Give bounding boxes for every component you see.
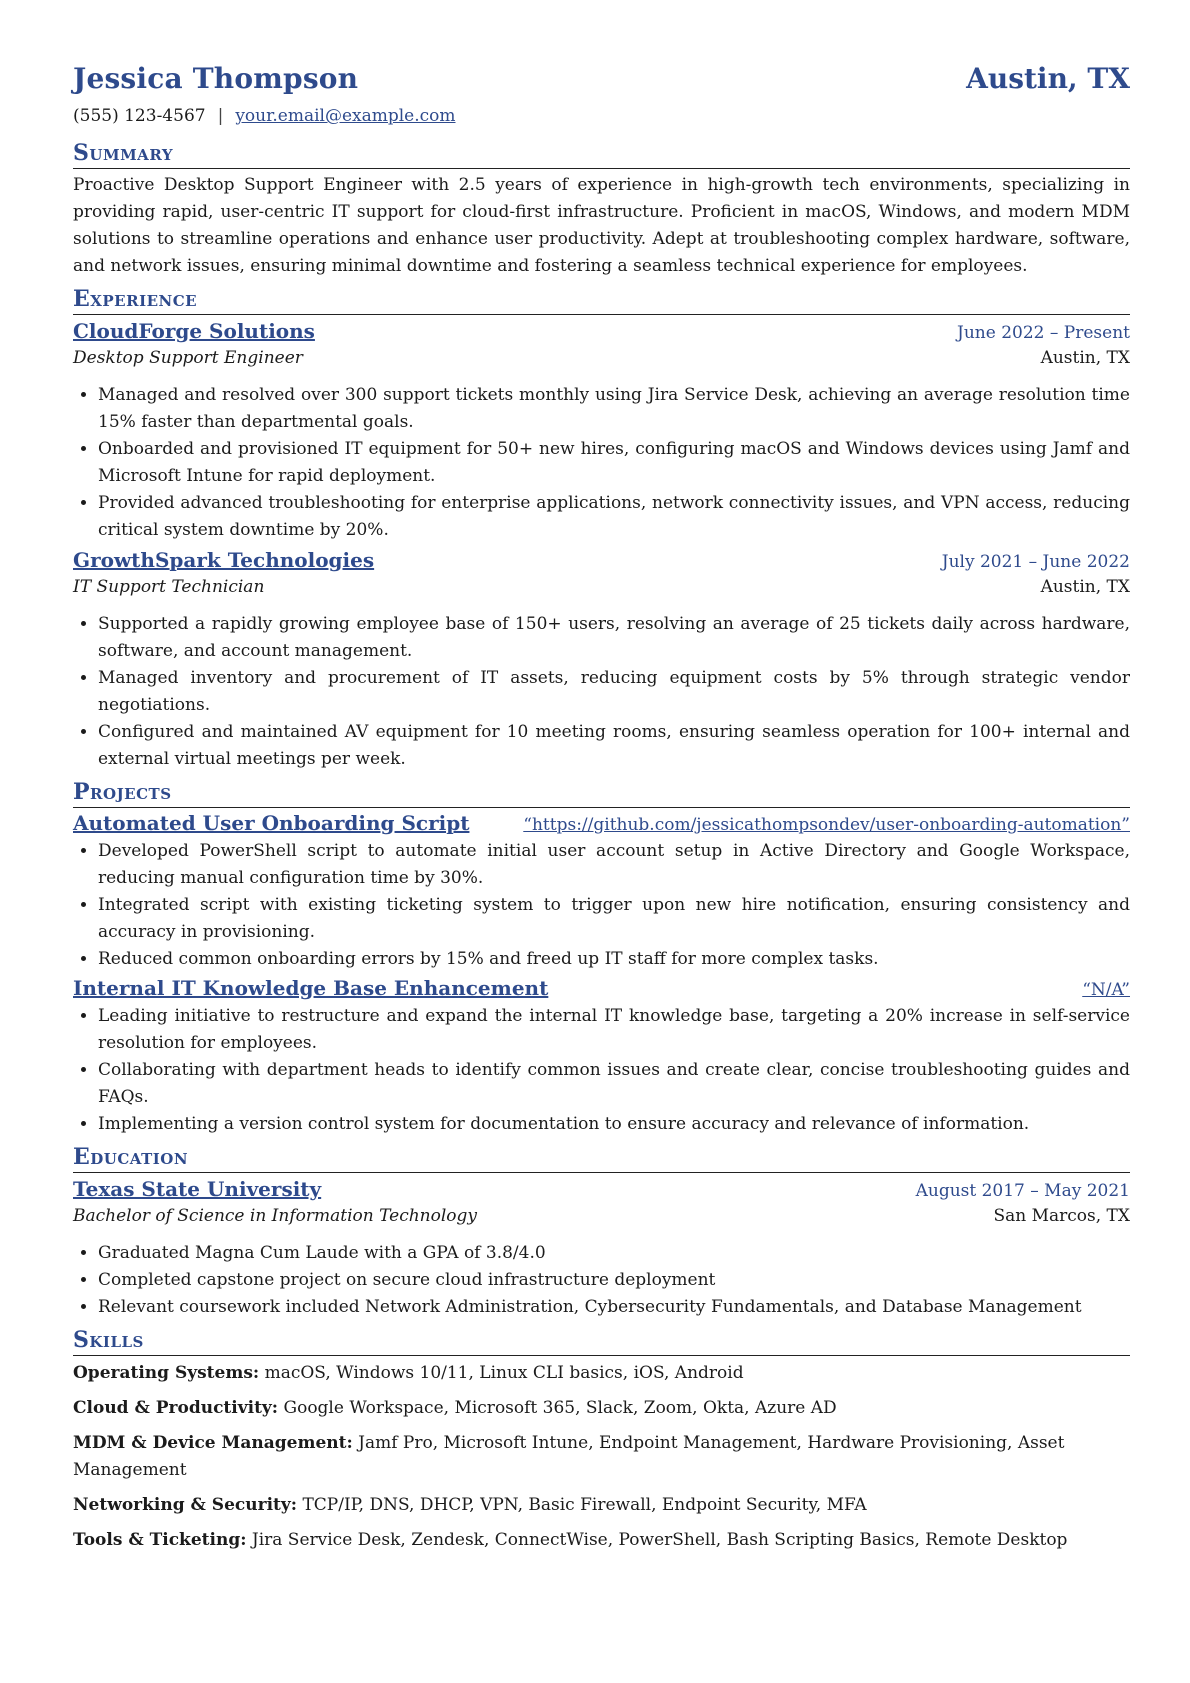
job-role: IT Support Technician [73,577,265,597]
resume-header [73,62,1130,104]
skill-label: Cloud & Productivity: [73,1398,279,1418]
section-title-summary: Summary [73,140,1130,169]
list-item: • Configured and maintained AV equipment for 10 meeting rooms, ensuring seamless operation for 100+ internal and external virtual meetings per week. [98,719,1130,773]
education-header [73,1177,1130,1206]
project-title-link[interactable]: Automated User Onboarding Script [73,811,470,835]
summary-text: Proactive Desktop Support Engineer with 2.5 years of experience in high-growth tech environments, specializing in providing rapid, user-centric IT support for cloud-first infrastructure. Proficient in macOS, Windows, and modern MDM solutions to streamline operations and enhance user productivity. Adept at troubleshooting complex hardware, software, and network issues, ensuring minimal downtime and fostering a seamless technical experience for employees. [73,175,1130,276]
job-location: Austin, TX [1040,348,1130,368]
skill-label: Tools & Ticketing: [73,1530,247,1550]
project-header [73,976,1130,1003]
job-subheader [73,577,1130,607]
list-item: • Completed capstone project on secure cloud infrastructure deployment [98,1267,1130,1294]
skill-value: Jira Service Desk, Zendesk, ConnectWise, PowerShell, Bash Scripting Basics, Remote Desktop [251,1530,1068,1550]
job-header [73,319,1130,348]
list-item: • Relevant coursework included Network Administration, Cybersecurity Fundamentals, and Database Management [98,1294,1130,1321]
job-dates: June 2022 – Present [957,323,1130,343]
skill-value: Google Workspace, Microsoft 365, Slack, Zoom, Okta, Azure AD [283,1398,837,1418]
education-subheader [73,1206,1130,1236]
job-role: Desktop Support Engineer [73,348,303,368]
education-dates: August 2017 – May 2021 [915,1181,1130,1201]
skill-row [73,1395,1130,1422]
section-title-projects: Projects [73,779,1130,808]
candidate-location: Austin, TX [966,62,1130,95]
skill-value: Jamf Pro, Microsoft Intune, Endpoint Management, Hardware Provisioning, Asset Management [73,1433,1065,1480]
list-item: • Integrated script with existing ticketing system to trigger upon new hire notification, ensuring consistency and accuracy in provisioning. [98,892,1130,946]
job-location: Austin, TX [1040,577,1130,597]
degree: Bachelor of Science in Information Technology [73,1206,477,1226]
job-entry [73,319,1130,544]
project-entry [73,976,1130,1138]
list-item: • Onboarded and provisioned IT equipment for 50+ new hires, configuring macOS and Windows devices using Jamf and Microsoft Intune for rapid deployment. [98,436,1130,490]
list-item: • Reduced common onboarding errors by 15% and freed up IT staff for more complex tasks. [98,946,1130,973]
phone-number: (555) 123-4567 [73,106,206,126]
candidate-name: Jessica Thompson [73,62,359,95]
job-subheader [73,348,1130,378]
skill-value: macOS, Windows 10/11, Linux CLI basics, iOS, Android [264,1363,744,1383]
project-url-link[interactable]: “N/A” [1082,980,1130,1000]
education-location: San Marcos, TX [993,1206,1130,1226]
job-bullets [73,611,1130,773]
contact-line [73,106,1130,134]
list-item: • Managed inventory and procurement of IT assets, reducing equipment costs by 5% through strategic vendor negotiations. [98,665,1130,719]
list-item: • Supported a rapidly growing employee base of 150+ users, resolving an average of 25 tickets daily across hardware, software, and account management. [98,611,1130,665]
skill-label: MDM & Device Management: [73,1433,353,1453]
education-bullets [73,1240,1130,1321]
project-entry [73,811,1130,973]
skill-row [73,1527,1130,1554]
skills-list [73,1360,1130,1554]
job-header [73,548,1130,577]
project-header [73,811,1130,838]
list-item: • Provided advanced troubleshooting for enterprise applications, network connectivity issues, and VPN access, reducing critical system downtime by 20%. [98,490,1130,544]
skill-label: Networking & Security: [73,1495,298,1515]
project-bullets [73,1003,1130,1138]
job-entry [73,548,1130,773]
list-item: • Collaborating with department heads to identify common issues and create clear, concise troubleshooting guides and FAQs. [98,1057,1130,1111]
list-item: • Leading initiative to restructure and expand the internal IT knowledge base, targeting a 20% increase in self-service resolution for employees. [98,1003,1130,1057]
project-title-link[interactable]: Internal IT Knowledge Base Enhancement [73,976,549,1000]
skill-row [73,1360,1130,1387]
section-title-skills: Skills [73,1327,1130,1356]
section-title-experience: Experience [73,286,1130,315]
school-link[interactable]: Texas State University [73,1177,322,1201]
project-url-link[interactable]: “https://github.com/jessicathompsondev/user-onboarding-automation” [523,815,1130,835]
skill-value: TCP/IP, DNS, DHCP, VPN, Basic Firewall, Endpoint Security, MFA [302,1495,867,1515]
list-item: • Implementing a version control system for documentation to ensure accuracy and relevance of information. [98,1111,1130,1138]
section-title-education: Education [73,1144,1130,1173]
job-bullets [73,382,1130,544]
contact-separator: | [217,106,224,126]
list-item: • Managed and resolved over 300 support tickets monthly using Jira Service Desk, achieving an average resolution time 15% faster than departmental goals. [98,382,1130,436]
education-entry [73,1177,1130,1321]
list-item: • Graduated Magna Cum Laude with a GPA of 3.8/4.0 [98,1240,1130,1267]
list-item: • Developed PowerShell script to automate initial user account setup in Active Directory and Google Workspace, reducing manual configuration time by 30%. [98,838,1130,892]
skill-row [73,1492,1130,1519]
company-link[interactable]: GrowthSpark Technologies [73,548,375,572]
skill-row [73,1430,1130,1484]
project-bullets [73,838,1130,973]
email-link[interactable]: your.email@example.com [235,106,456,126]
job-dates: July 2021 – June 2022 [941,552,1130,572]
skill-label: Operating Systems: [73,1363,260,1383]
company-link[interactable]: CloudForge Solutions [73,319,315,343]
